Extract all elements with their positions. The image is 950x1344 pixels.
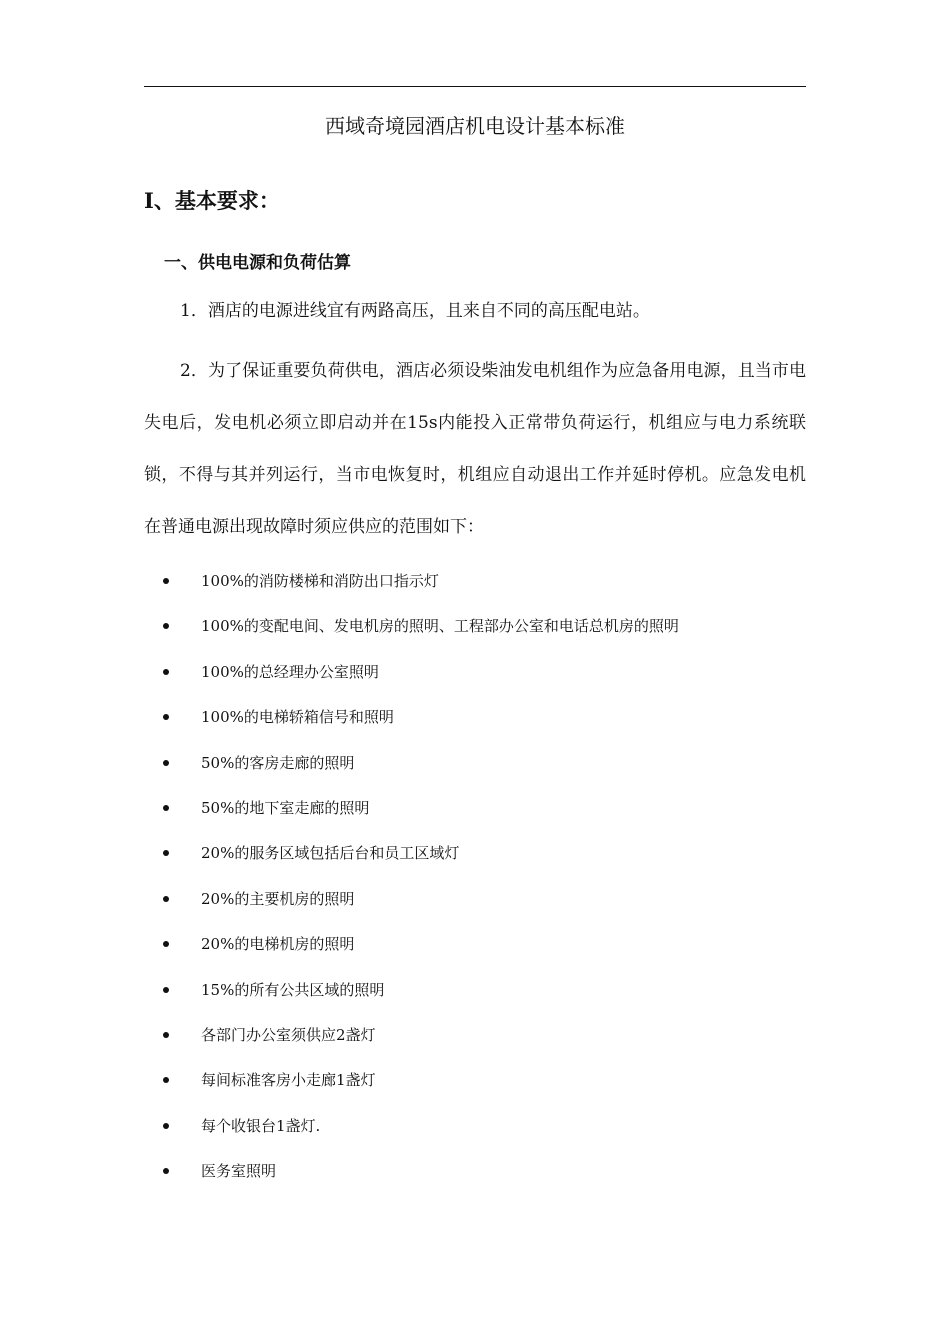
bullet-icon bbox=[163, 669, 169, 675]
list-item bbox=[144, 790, 806, 835]
bullet-icon bbox=[163, 987, 169, 993]
list-item bbox=[144, 1153, 806, 1198]
list-item-text: 100%的消防楼梯和消防出口指示灯 bbox=[201, 572, 439, 590]
bullet-icon bbox=[163, 578, 169, 584]
bullet-icon bbox=[163, 896, 169, 902]
bullet-icon bbox=[163, 850, 169, 856]
list-item bbox=[144, 745, 806, 790]
bullet-icon bbox=[163, 941, 169, 947]
subsection-heading: 一、供电电源和负荷估算 bbox=[164, 253, 351, 273]
list-item-text: 20%的电梯机房的照明 bbox=[201, 935, 355, 954]
bullet-icon bbox=[163, 714, 169, 720]
list-item-text: 各部门办公室须供应2盏灯 bbox=[201, 1025, 376, 1044]
list-item-text: 50%的地下室走廊的照明 bbox=[201, 798, 370, 817]
list-item-text: 50%的客房走廊的照明 bbox=[201, 753, 355, 772]
section-heading: I、基本要求： bbox=[144, 188, 280, 213]
list-item-text: 100%的变配电间、发电机房的照明、工程部办公室和电话总机房的照明 bbox=[201, 617, 679, 636]
list-item bbox=[144, 1108, 806, 1153]
paragraph-2: 2．为了保证重要负荷供电，酒店必须设柴油发电机组作为应急备用电源，且当市电失电后，发电机必须立即启动并在15s内能投入正常带负荷运行，机组应与电力系统联锁，不得与其并列运行，当市电恢复时，机组应自动退出工作并延时停机。应急发电机在普通电源出现故障时须应供应的范围如下： bbox=[144, 361, 806, 537]
paragraph-1: 1．酒店的电源进线宜有两路高压，且来自不同的高压配电站。 bbox=[180, 301, 650, 321]
bullet-icon bbox=[163, 760, 169, 766]
bullet-icon bbox=[163, 1123, 169, 1129]
list-item bbox=[144, 1062, 806, 1107]
list-item-text: 100%的总经理办公室照明 bbox=[201, 662, 379, 681]
list-item bbox=[144, 699, 806, 744]
header-rule bbox=[144, 86, 806, 87]
bullet-icon bbox=[163, 805, 169, 811]
list-item-text: 20%的主要机房的照明 bbox=[201, 889, 355, 908]
list-item bbox=[144, 926, 806, 971]
list-item bbox=[144, 881, 806, 926]
bullet-icon bbox=[163, 1032, 169, 1038]
list-item bbox=[144, 972, 806, 1017]
list-item bbox=[144, 1017, 806, 1062]
list-item-text: 20%的服务区域包括后台和员工区域灯 bbox=[201, 844, 460, 863]
document-title: 西域奇境园酒店机电设计基本标准 bbox=[325, 114, 625, 138]
list-item bbox=[144, 654, 806, 699]
bullet-icon bbox=[163, 1168, 169, 1174]
emergency-supply-list bbox=[144, 563, 806, 1198]
list-item-text: 每个收银台1盏灯. bbox=[201, 1116, 321, 1135]
list-item-text: 100%的电梯轿箱信号和照明 bbox=[201, 708, 394, 727]
list-item bbox=[144, 835, 806, 880]
list-item-text: 医务室照明 bbox=[201, 1162, 277, 1181]
list-item-text: 每间标准客房小走廊1盏灯 bbox=[201, 1071, 376, 1090]
list-item-text: 15%的所有公共区域的照明 bbox=[201, 980, 385, 999]
list-item bbox=[144, 608, 806, 653]
bullet-icon bbox=[163, 1077, 169, 1083]
bullet-icon bbox=[163, 623, 169, 629]
list-item bbox=[144, 563, 806, 608]
